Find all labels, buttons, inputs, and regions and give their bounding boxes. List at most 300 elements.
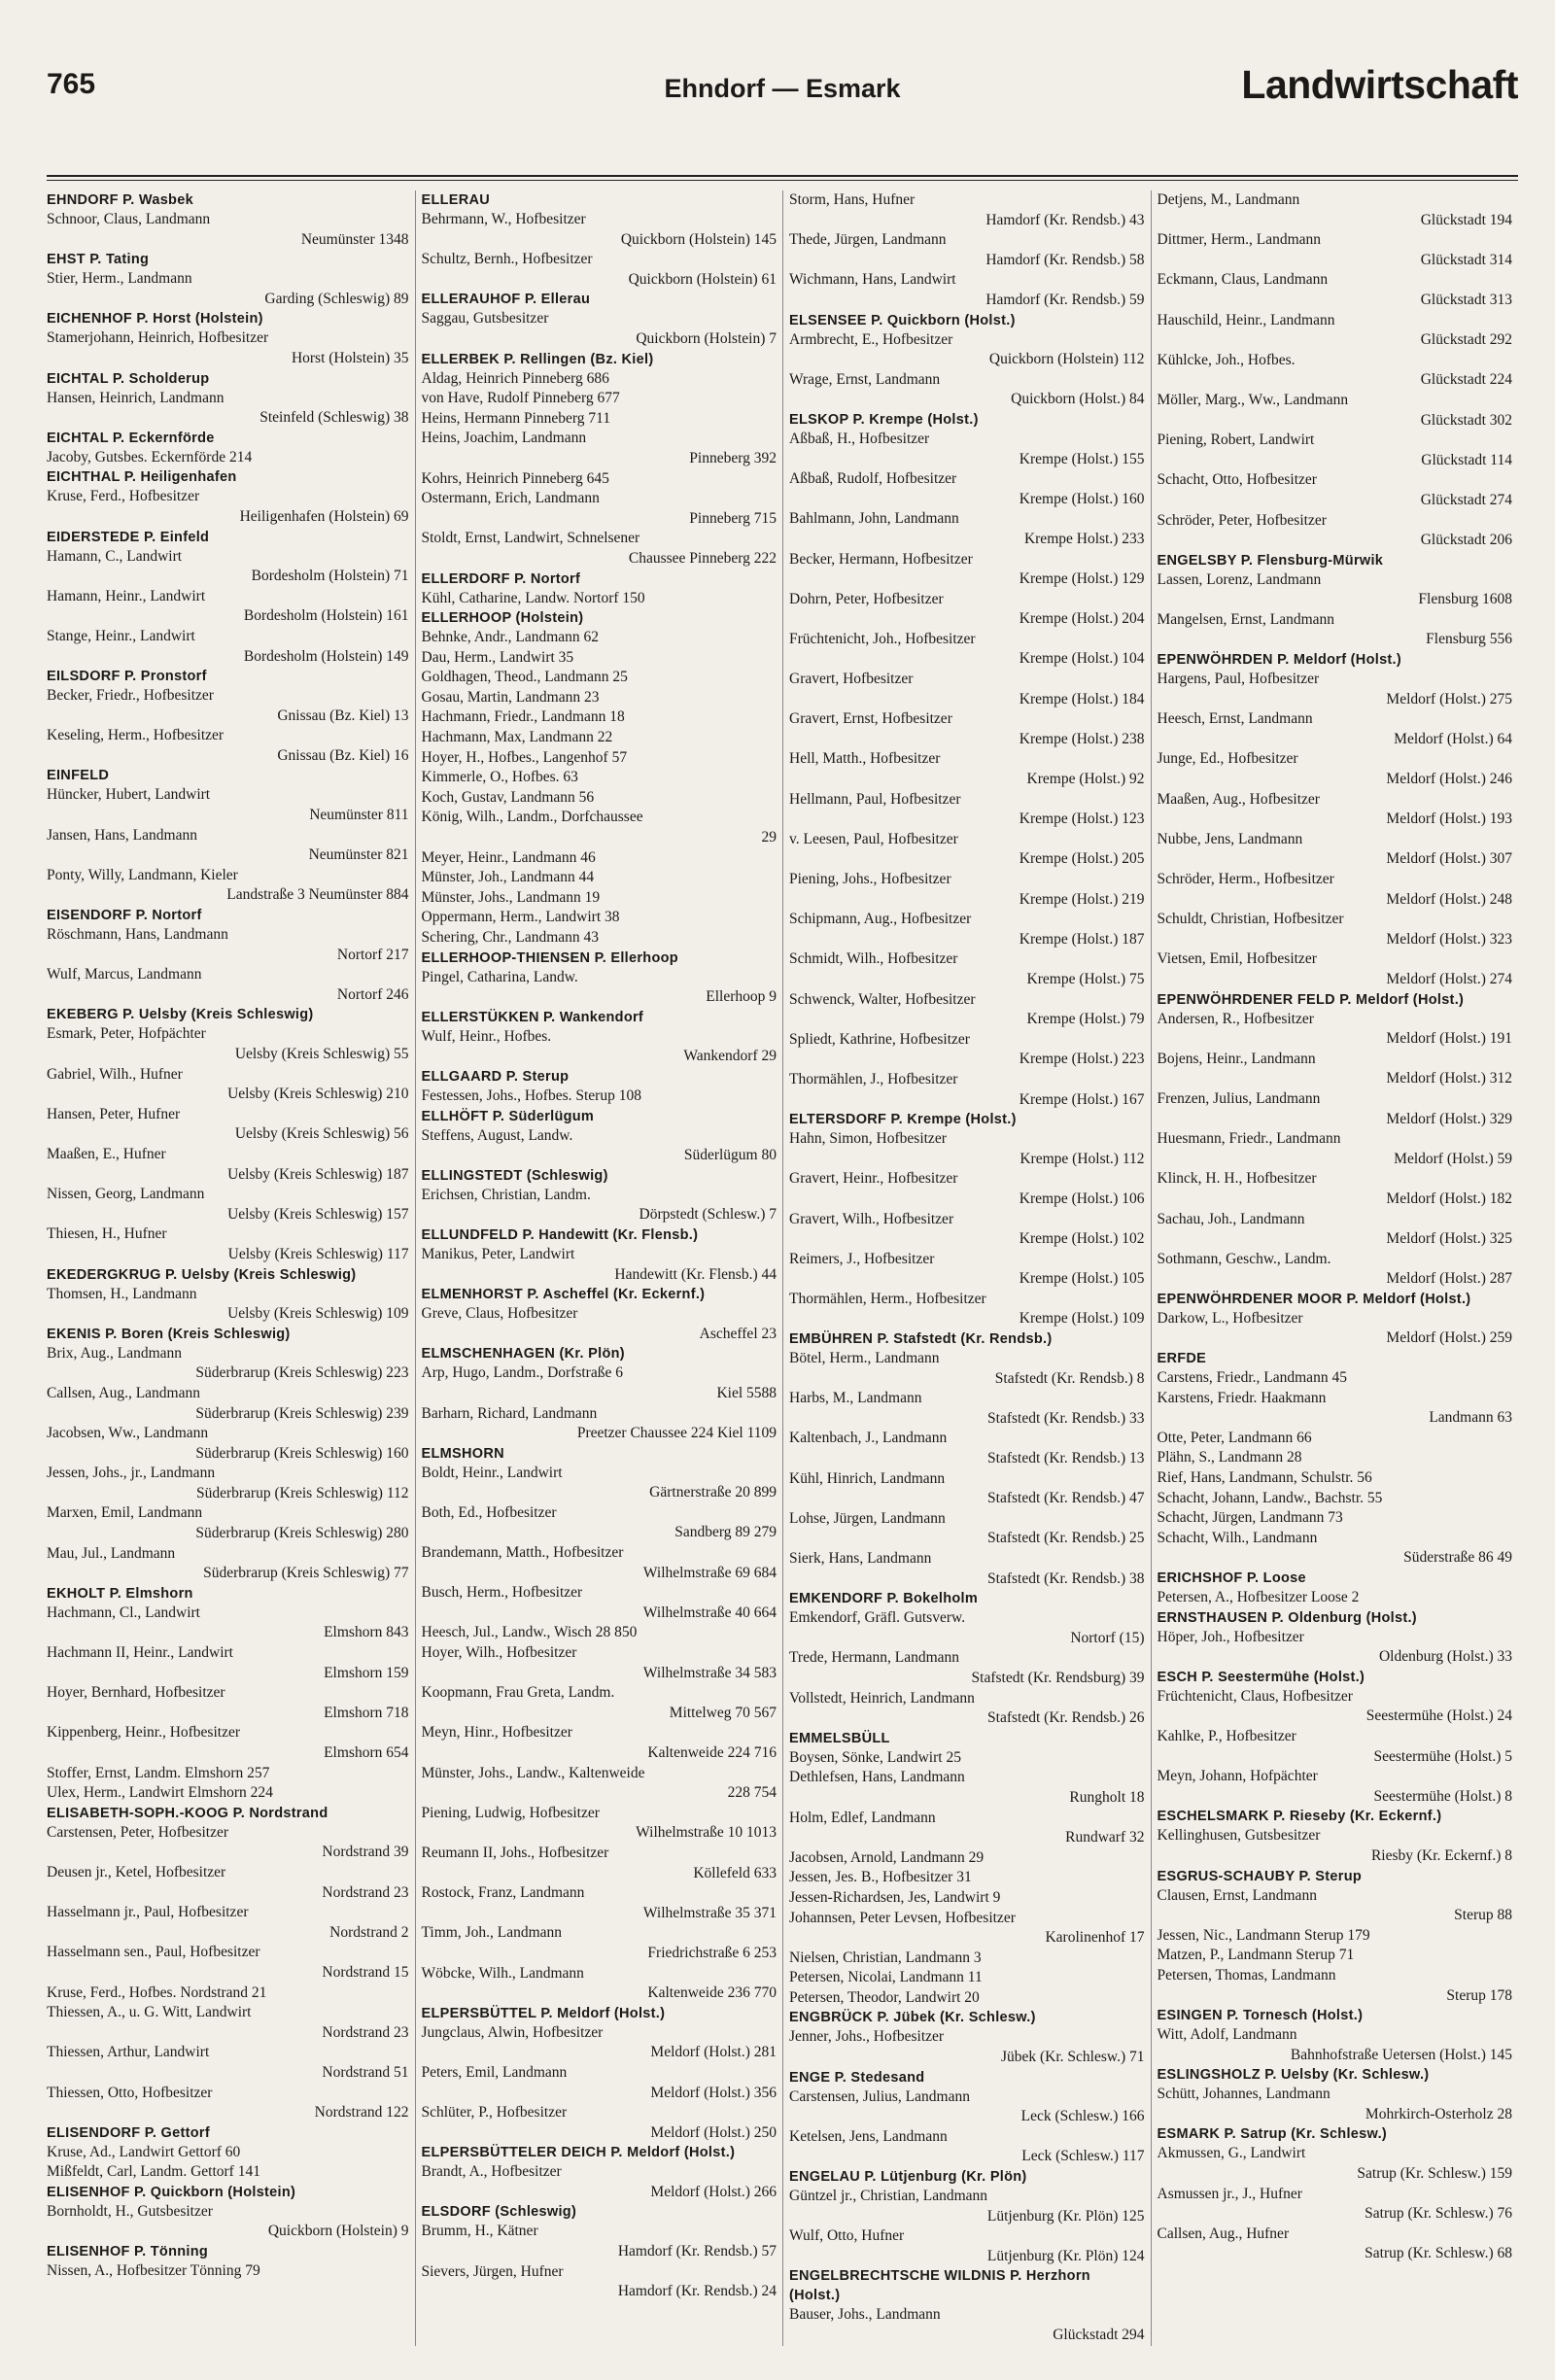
entry-location: Meldorf (Holst.) 191 (1386, 1030, 1512, 1048)
directory-entry (47, 1863, 409, 1903)
directory-entry (422, 1186, 778, 1225)
entry-location: Nordstrand 15 (322, 1963, 409, 1981)
entry-name: Schacht, Johann, Landw., Bachstr. 55 (1157, 1489, 1383, 1506)
directory-entry (1158, 431, 1513, 470)
entry-name: Nissen, Georg, Landmann (47, 1186, 205, 1203)
entry-name: Jessen, Jes. B., Hofbesitzer 31 (789, 1869, 972, 1886)
entry-location: Meldorf (Holst.) 323 (1386, 930, 1512, 948)
entry-name: Hamann, Heinr., Landwirt (47, 587, 206, 604)
entry-location: Ascheffel 23 (699, 1325, 777, 1342)
entry-name: Brandemann, Matth., Hofbesitzer (421, 1544, 624, 1562)
entry-name: Hoyer, Bernhard, Hofbesitzer (47, 1684, 225, 1702)
entry-location: Kaltenweide 236 770 (647, 1984, 777, 2002)
directory-entry (422, 2103, 778, 2143)
directory-entry (47, 1764, 409, 1784)
entry-name: Schütt, Johannes, Landmann (1157, 2086, 1330, 2103)
directory-entry (789, 1809, 1145, 1848)
place-heading: EIDERSTEDE P. Einfeld (47, 529, 210, 545)
directory-entry (1158, 910, 1513, 949)
entry-location: Satrup (Kr. Schlesw.) 76 (1365, 2205, 1512, 2223)
entry-name: Thormählen, J., Hofbesitzer (789, 1070, 958, 1087)
entry-name: Pingel, Catharina, Landw. (421, 968, 578, 985)
directory-entry (1158, 1169, 1513, 1209)
entry-name: Möller, Marg., Ww., Landmann (1157, 391, 1349, 408)
directory-entry (422, 1464, 778, 1503)
entry-location: Köllefeld 633 (693, 1864, 777, 1881)
entry-location: 29 (761, 829, 777, 846)
entry-location: Meldorf (Holst.) 246 (1386, 771, 1512, 788)
column-3 (782, 190, 1151, 2346)
entry-name: Hoyer, Wilh., Hofbesitzer (421, 1644, 577, 1662)
entry-name: Festessen, Johs., Hofbes. Sterup 108 (421, 1087, 641, 1104)
directory-entry (422, 1964, 778, 2004)
entry-location: Nortorf 217 (336, 946, 409, 963)
entry-name: Huesmann, Friedr., Landmann (1157, 1130, 1341, 1148)
directory-entry (789, 749, 1145, 789)
directory-entry (1158, 470, 1513, 510)
entry-location: Glückstadt 302 (1420, 411, 1512, 429)
entry-name: Petersen, A., Hofbesitzer Loose 2 (1157, 1589, 1360, 1605)
entry-location: Glückstadt 224 (1420, 371, 1512, 389)
directory-entry (1158, 610, 1513, 650)
entry-name: Behrmann, W., Hofbesitzer (421, 211, 586, 227)
entry-name: Eckmann, Claus, Landmann (1157, 271, 1329, 289)
directory-entry (1158, 351, 1513, 391)
directory-entry (1158, 1389, 1513, 1429)
entry-location: Glückstadt 274 (1420, 491, 1512, 508)
directory-entry (789, 1949, 1145, 1969)
place-heading: ELTERSDORF P. Krempe (Holst.) (789, 1112, 1017, 1128)
directory-entry (422, 928, 778, 949)
directory-entry (47, 269, 409, 309)
entry-location: Krempe (Holst.) 105 (1019, 1270, 1145, 1288)
entry-name: Vollstedt, Heinrich, Landmann (789, 1689, 975, 1707)
entry-location: Sterup 88 (1454, 1907, 1512, 1924)
entry-name: Hansen, Heinrich, Landmann (47, 389, 225, 406)
entry-name: Hachmann, Max, Landmann 22 (421, 729, 613, 746)
entry-location: Landstraße 3 Neumünster 884 (226, 886, 409, 904)
entry-name: Stier, Herm., Landmann (47, 270, 192, 288)
entry-location: Meldorf (Holst.) 356 (650, 2084, 777, 2101)
entry-name: Rostock, Franz, Landmann (421, 1884, 585, 1902)
entry-name: Akmussen, G., Landwirt (1157, 2145, 1306, 2162)
entry-name: Karstens, Friedr. Haakmann (1157, 1389, 1327, 1406)
entry-name: Behnke, Andr., Landmann 62 (421, 629, 600, 646)
place-heading: ELPERSBÜTTEL P. Meldorf (Holst.) (421, 2005, 666, 2021)
entry-location: Nordstrand 122 (314, 2104, 409, 2121)
entry-name: Asmussen jr., J., Hufner (1157, 2185, 1302, 2202)
entry-name: Nissen, A., Hofbesitzer Tönning 79 (47, 2262, 260, 2280)
entry-name: Höper, Joh., Hofbesitzer (1157, 1628, 1304, 1645)
entry-name: Arp, Hugo, Landm., Dorfstraße 6 (421, 1364, 623, 1382)
directory-entry (422, 589, 778, 609)
directory-entry (1158, 2225, 1513, 2264)
directory-entry (422, 1804, 778, 1844)
entry-name: Hüncker, Hubert, Landwirt (47, 786, 211, 804)
entry-location: Stafstedt (Kr. Rendsb.) 26 (987, 1709, 1145, 1727)
directory-entry (47, 1285, 409, 1325)
entry-name: Kaltenbach, J., Landmann (789, 1430, 948, 1447)
entry-location: Meldorf (Holst.) 182 (1386, 1190, 1512, 1207)
place-heading: ELLINGSTEDT (Schleswig) (421, 1167, 608, 1184)
entry-location: Meldorf (Holst.) 250 (650, 2123, 777, 2141)
entry-name: Mißfeldt, Carl, Landm. Gettorf 141 (47, 2163, 260, 2181)
directory-entry (47, 1105, 409, 1145)
entry-name: Mangelsen, Ernst, Landmann (1157, 610, 1335, 628)
entry-name: Piening, Johs., Hofbesitzer (789, 871, 951, 887)
entry-name: Wichmann, Hans, Landwirt (789, 271, 956, 289)
directory-entry (47, 328, 409, 368)
entry-name: Kruse, Ferd., Hofbesitzer (47, 488, 200, 505)
entry-location: Jübek (Kr. Schlesw.) 71 (1000, 2049, 1145, 2066)
entry-name: Greve, Claus, Hofbesitzer (421, 1305, 578, 1323)
entry-name: Frenzen, Julius, Landmann (1157, 1089, 1321, 1107)
entry-name: Hachmann II, Heinr., Landwirt (47, 1644, 233, 1662)
directory-entry (789, 910, 1145, 949)
directory-entry (789, 1349, 1145, 1389)
directory-entry (1158, 1010, 1513, 1050)
place-heading: ENGELBRECHTSCHE WILDNIS P. Herzhorn (Holst.) (789, 2268, 1090, 2304)
directory-entry (1158, 1826, 1513, 1866)
place-heading: ESMARK P. Satrup (Kr. Schlesw.) (1157, 2126, 1388, 2143)
place-heading: ELLUNDFELD P. Handewitt (Kr. Flensb.) (421, 1226, 699, 1243)
place-heading: ELLERDORF P. Nortorf (421, 570, 581, 587)
entry-name: Darkow, L., Hofbesitzer (1157, 1309, 1303, 1327)
entry-name: Junge, Ed., Hofbesitzer (1157, 750, 1298, 768)
entry-location: Krempe (Holst.) 106 (1019, 1190, 1145, 1207)
entry-name: Aldag, Heinrich Pinneberg 686 (421, 369, 609, 387)
directory-entry (47, 1643, 409, 1683)
directory-entry (47, 2202, 409, 2242)
entry-name: Emkendorf, Gräfl. Gutsverw. (789, 1609, 966, 1627)
place-heading: EKENIS P. Boren (Kreis Schleswig) (47, 1326, 291, 1342)
entry-location: Neumünster 1348 (300, 230, 409, 248)
entry-name: Schröder, Peter, Hofbesitzer (1157, 511, 1327, 529)
entry-name: Heins, Hermann Pinneberg 711 (421, 409, 611, 427)
directory-entry (789, 709, 1145, 749)
entry-location: Wankendorf 29 (683, 1048, 777, 1065)
directory-entry (789, 949, 1145, 989)
directory-entry (422, 768, 778, 788)
directory-entry (789, 469, 1145, 509)
directory-entry (1158, 949, 1513, 989)
entry-name: Kruse, Ad., Landwirt Gettorf 60 (47, 2143, 241, 2160)
place-heading: ELLERHOOP (Holstein) (421, 610, 584, 627)
entry-location: Glückstadt 194 (1420, 211, 1512, 228)
entry-name: Kruse, Ferd., Hofbes. Nordstrand 21 (47, 1983, 267, 2001)
directory-entry (789, 509, 1145, 549)
directory-entry (1158, 1687, 1513, 1727)
directory-entry (422, 1583, 778, 1623)
place-heading: ELISENHOF P. Tönning (47, 2244, 209, 2260)
place-heading: ELSENSEE P. Quickborn (Holst.) (789, 312, 1016, 328)
place-heading: ELSKOP P. Krempe (Holst.) (789, 411, 979, 428)
directory-entry (1158, 570, 1513, 610)
entry-location: Krempe (Holst.) 109 (1019, 1310, 1145, 1328)
entry-location: Süderbrarup (Kreis Schleswig) 112 (195, 1484, 409, 1501)
header-rule (47, 175, 1518, 177)
directory-entry (422, 1764, 778, 1804)
entry-name: Ketelsen, Jens, Landmann (789, 2127, 948, 2145)
entry-location: Wilhelmstraße 35 371 (642, 1904, 777, 1921)
entry-name: Hellmann, Paul, Hofbesitzer (789, 790, 961, 808)
entry-location: Süderstraße 86 49 (1403, 1549, 1512, 1567)
place-heading: EKEDERGKRUG P. Uelsby (Kreis Schleswig) (47, 1266, 357, 1283)
entry-location: Krempe (Holst.) 160 (1019, 490, 1145, 507)
directory-entry (422, 1543, 778, 1583)
place-heading: EPENWÖHRDENER FELD P. Meldorf (Holst.) (1157, 991, 1465, 1008)
entry-name: Röschmann, Hans, Landmann (47, 926, 228, 944)
entry-name: Wrage, Ernst, Landmann (789, 370, 941, 388)
place-heading: EINFELD (47, 768, 110, 784)
place-heading: ENGELAU P. Lütjenburg (Kr. Plön) (789, 2169, 1027, 2186)
entry-name: Gravert, Hofbesitzer (789, 671, 914, 688)
place-heading: EHST P. Tating (47, 252, 150, 268)
directory-entry (789, 1648, 1145, 1688)
entry-name: Carstens, Friedr., Landmann 45 (1157, 1369, 1347, 1387)
entry-name: Heins, Joachim, Landmann (421, 430, 587, 447)
directory-entry (47, 1983, 409, 2004)
entry-location: Steinfeld (Schleswig) 38 (259, 409, 409, 427)
entry-location: Stafstedt (Kr. Rendsb.) 33 (987, 1409, 1145, 1427)
directory-entry (47, 686, 409, 726)
entry-name: Spliedt, Kathrine, Hofbesitzer (789, 1030, 970, 1048)
entry-name: Schnoor, Claus, Landmann (47, 211, 211, 227)
directory-entry (422, 429, 778, 468)
entry-location: Bordesholm (Holstein) 71 (251, 568, 409, 585)
entry-name: Gosau, Martin, Landmann 23 (421, 688, 600, 706)
entry-name: Bojens, Heinr., Landmann (1157, 1050, 1316, 1067)
entry-name: Schacht, Otto, Hofbesitzer (1157, 471, 1317, 489)
directory-entry (422, 848, 778, 869)
entry-location: Satrup (Kr. Schlesw.) 159 (1357, 2165, 1512, 2183)
entry-location: Gnissau (Bz. Kiel) 13 (277, 707, 409, 724)
directory-entry (1158, 749, 1513, 789)
directory-entry (47, 826, 409, 866)
entry-location: Krempe (Holst.) 129 (1019, 570, 1145, 588)
entry-location: Krempe (Holst.) 204 (1019, 610, 1145, 628)
entry-name: Gabriel, Wilh., Hufner (47, 1065, 183, 1083)
entry-name: Erichsen, Christian, Landm. (421, 1186, 591, 1203)
column-1 (47, 190, 415, 2346)
directory-entry (422, 1126, 778, 1166)
directory-entry (1158, 1508, 1513, 1529)
entry-location: Süderbrarup (Kreis Schleswig) 239 (195, 1404, 409, 1422)
directory-entry (1158, 391, 1513, 431)
directory-entry (1158, 1368, 1513, 1389)
entry-location: Krempe (Holst.) 184 (1019, 690, 1145, 707)
entry-location: Meldorf (Holst.) 274 (1386, 970, 1512, 987)
directory-entry (789, 1549, 1145, 1589)
directory-entry (1158, 1129, 1513, 1169)
entry-name: Ulex, Herm., Landwirt Elmshorn 224 (47, 1784, 273, 1802)
directory-entry (789, 630, 1145, 670)
entry-name: Koch, Gustav, Landmann 56 (421, 788, 595, 806)
entry-name: Piening, Robert, Landwirt (1157, 431, 1315, 449)
entry-name: Kühl, Catharine, Landw. Nortorf 150 (421, 589, 645, 606)
entry-name: Brumm, H., Kätner (421, 2223, 538, 2240)
place-heading: ERNSTHAUSEN P. Oldenburg (Holst.) (1157, 1609, 1417, 1626)
entry-name: Jungclaus, Alwin, Hofbesitzer (421, 2023, 604, 2041)
entry-name: Mau, Jul., Landmann (47, 1544, 176, 1562)
place-heading: ELLERSTÜKKEN P. Wankendorf (421, 1009, 644, 1025)
directory-entry (422, 808, 778, 847)
entry-name: Aßbaß, Rudolf, Hofbesitzer (789, 470, 957, 488)
entry-location: Nortorf 246 (336, 985, 409, 1003)
directory-entry (422, 688, 778, 708)
place-heading: ESLINGSHOLZ P. Uelsby (Kr. Schlesw.) (1157, 2067, 1430, 2084)
entry-name: Stoldt, Ernst, Landwirt, Schnelsener (421, 530, 640, 547)
directory-entry (422, 1304, 778, 1344)
place-heading: ELISENHOF P. Quickborn (Holstein) (47, 2184, 296, 2200)
directory-entry (422, 968, 778, 1008)
entry-name: Jenner, Johs., Hofbesitzer (789, 2028, 945, 2046)
entry-name: Kohrs, Heinrich Pinneberg 645 (421, 469, 609, 487)
entry-location: Oldenburg (Holst.) 33 (1378, 1648, 1512, 1666)
directory-entry (1158, 270, 1513, 310)
directory-entry (47, 785, 409, 825)
entry-name: Maaßen, Aug., Hofbesitzer (1157, 790, 1320, 808)
entry-name: Busch, Herm., Hofbesitzer (421, 1584, 583, 1602)
entry-name: Thormählen, Herm., Hofbesitzer (789, 1290, 986, 1307)
entry-location: Hamdorf (Kr. Rendsb.) 59 (985, 291, 1145, 308)
entry-name: Jacobsen, Arnold, Landmann 29 (789, 1848, 985, 1866)
entry-name: von Have, Rudolf Pinneberg 677 (421, 390, 620, 407)
directory-entry (422, 1404, 778, 1444)
entry-location: Satrup (Kr. Schlesw.) 68 (1365, 2245, 1512, 2262)
directory-entry (422, 1027, 778, 1067)
entry-location: Quickborn (Holstein) 9 (267, 2223, 409, 2240)
entry-name: Gravert, Heinr., Hofbesitzer (789, 1170, 958, 1188)
entry-location: Krempe (Holst.) 205 (1019, 850, 1145, 868)
entry-name: Hell, Matth., Hofbesitzer (789, 750, 941, 768)
directory-entry (1158, 1448, 1513, 1468)
entry-location: Heiligenhafen (Holstein) 69 (239, 507, 409, 525)
directory-entry (47, 925, 409, 965)
entry-location: Dörpstedt (Schlesw.) 7 (639, 1206, 777, 1224)
entry-name: Heesch, Jul., Landw., Wisch 28 850 (421, 1624, 638, 1641)
entry-name: Matzen, P., Landmann Sterup 71 (1157, 1947, 1355, 1964)
entry-location: Krempe Holst.) 233 (1023, 530, 1145, 547)
directory-entry (789, 330, 1145, 370)
entry-location: Stafstedt (Kr. Rendsb.) 8 (994, 1369, 1145, 1387)
entry-name: Jessen-Richardsen, Jes, Landwirt 9 (789, 1888, 1001, 1906)
directory-entry (422, 409, 778, 430)
entry-name: Barharn, Richard, Landmann (421, 1404, 598, 1422)
entry-location: Kiel 5588 (716, 1384, 777, 1401)
place-heading: EPENWÖHRDEN P. Meldorf (Holst.) (1157, 652, 1402, 669)
directory-entry (47, 2261, 409, 2282)
directory-entry (1158, 1210, 1513, 1250)
entry-name: Früchtenicht, Joh., Hofbesitzer (789, 630, 976, 647)
entry-location: Uelsby (Kreis Schleswig) 55 (234, 1046, 409, 1062)
directory-entry (1158, 190, 1513, 230)
directory-entry (789, 1129, 1145, 1169)
entry-name: Schmidt, Wilh., Hofbesitzer (789, 950, 958, 968)
entry-location: Seestermühe (Holst.) 5 (1373, 1747, 1512, 1765)
directory-entry (422, 369, 778, 390)
entry-name: Meyn, Johann, Hofpächter (1157, 1768, 1318, 1785)
place-heading: ELPERSBÜTTELER DEICH P. Meldorf (Holst.) (421, 2145, 736, 2161)
directory-entry (47, 965, 409, 1005)
directory-entry (422, 888, 778, 909)
entry-name: Meyn, Hinr., Hofbesitzer (421, 1724, 572, 1742)
entry-name: Nubbe, Jens, Landmann (1157, 830, 1303, 847)
directory-entry (1158, 790, 1513, 830)
directory-entry (789, 1210, 1145, 1250)
entry-name: Sierk, Hans, Landmann (789, 1550, 932, 1567)
directory-entry (47, 587, 409, 627)
directory-entry (47, 2043, 409, 2083)
directory-entry (789, 1608, 1145, 1648)
directory-entry (789, 1868, 1145, 1888)
entry-name: Münster, Johs., Landw., Kaltenweide (421, 1764, 645, 1781)
directory-entry (47, 1145, 409, 1185)
entry-name: Bötel, Herm., Landmann (789, 1350, 940, 1367)
entry-name: Hansen, Peter, Hufner (47, 1105, 181, 1122)
entry-name: Steffens, August, Landw. (421, 1126, 573, 1144)
entry-location: Meldorf (Holst.) 329 (1386, 1110, 1512, 1127)
entry-name: Thiessen, Otto, Hofbesitzer (47, 2084, 213, 2101)
directory-entry (47, 389, 409, 429)
entry-location: Krempe (Holst.) 167 (1019, 1090, 1145, 1108)
directory-entry (1158, 1588, 1513, 1608)
directory-entry (1158, 1966, 1513, 2006)
entry-location: Uelsby (Kreis Schleswig) 187 (227, 1165, 409, 1183)
entry-location: Glückstadt 314 (1420, 251, 1512, 268)
directory-entry (422, 210, 778, 250)
directory-columns (47, 190, 1518, 2346)
directory-entry (422, 469, 778, 490)
directory-entry (789, 1030, 1145, 1070)
entry-location: Wilhelmstraße 40 664 (642, 1604, 777, 1621)
entry-location: Meldorf (Holst.) 275 (1386, 690, 1512, 707)
directory-entry (422, 1623, 778, 1643)
page-header (47, 62, 1518, 117)
directory-entry (47, 1604, 409, 1643)
entry-location: 228 754 (727, 1784, 777, 1802)
directory-entry (1158, 1429, 1513, 1449)
header-rule-thin (47, 180, 1518, 181)
directory-entry (789, 1689, 1145, 1729)
entry-location: Meldorf (Holst.) 325 (1386, 1230, 1512, 1248)
directory-entry (1158, 1926, 1513, 1947)
directory-entry (789, 870, 1145, 910)
directory-entry (789, 270, 1145, 310)
entry-location: Landmann 63 (1429, 1409, 1512, 1427)
entry-location: Pinneberg 715 (689, 509, 777, 527)
entry-name: Boldt, Heinr., Landwirt (421, 1464, 563, 1481)
entry-name: Schlüter, P., Hofbesitzer (421, 2104, 568, 2121)
directory-entry (789, 430, 1145, 469)
entry-location: Nordstrand 2 (329, 1923, 409, 1941)
entry-name: Lassen, Lorenz, Landmann (1157, 570, 1322, 588)
directory-entry (47, 1024, 409, 1064)
entry-name: Boysen, Sönke, Landwirt 25 (789, 1748, 961, 1766)
place-heading: EMKENDORF P. Bokelholm (789, 1591, 979, 1607)
entry-name: Detjens, M., Landmann (1157, 191, 1300, 208)
directory-entry (422, 1643, 778, 1683)
entry-location: Stafstedt (Kr. Rendsburg) 39 (971, 1669, 1145, 1686)
directory-entry (47, 2143, 409, 2163)
place-heading: EHNDORF P. Wasbek (47, 192, 193, 208)
place-heading: ERICHSHOF P. Loose (1157, 1570, 1306, 1586)
entry-location: Chaussee Pinneberg 222 (628, 549, 777, 567)
directory-entry (1158, 830, 1513, 870)
directory-entry (47, 1823, 409, 1863)
entry-name: Hachmann, Cl., Landwirt (47, 1604, 200, 1621)
directory-entry (422, 1923, 778, 1963)
